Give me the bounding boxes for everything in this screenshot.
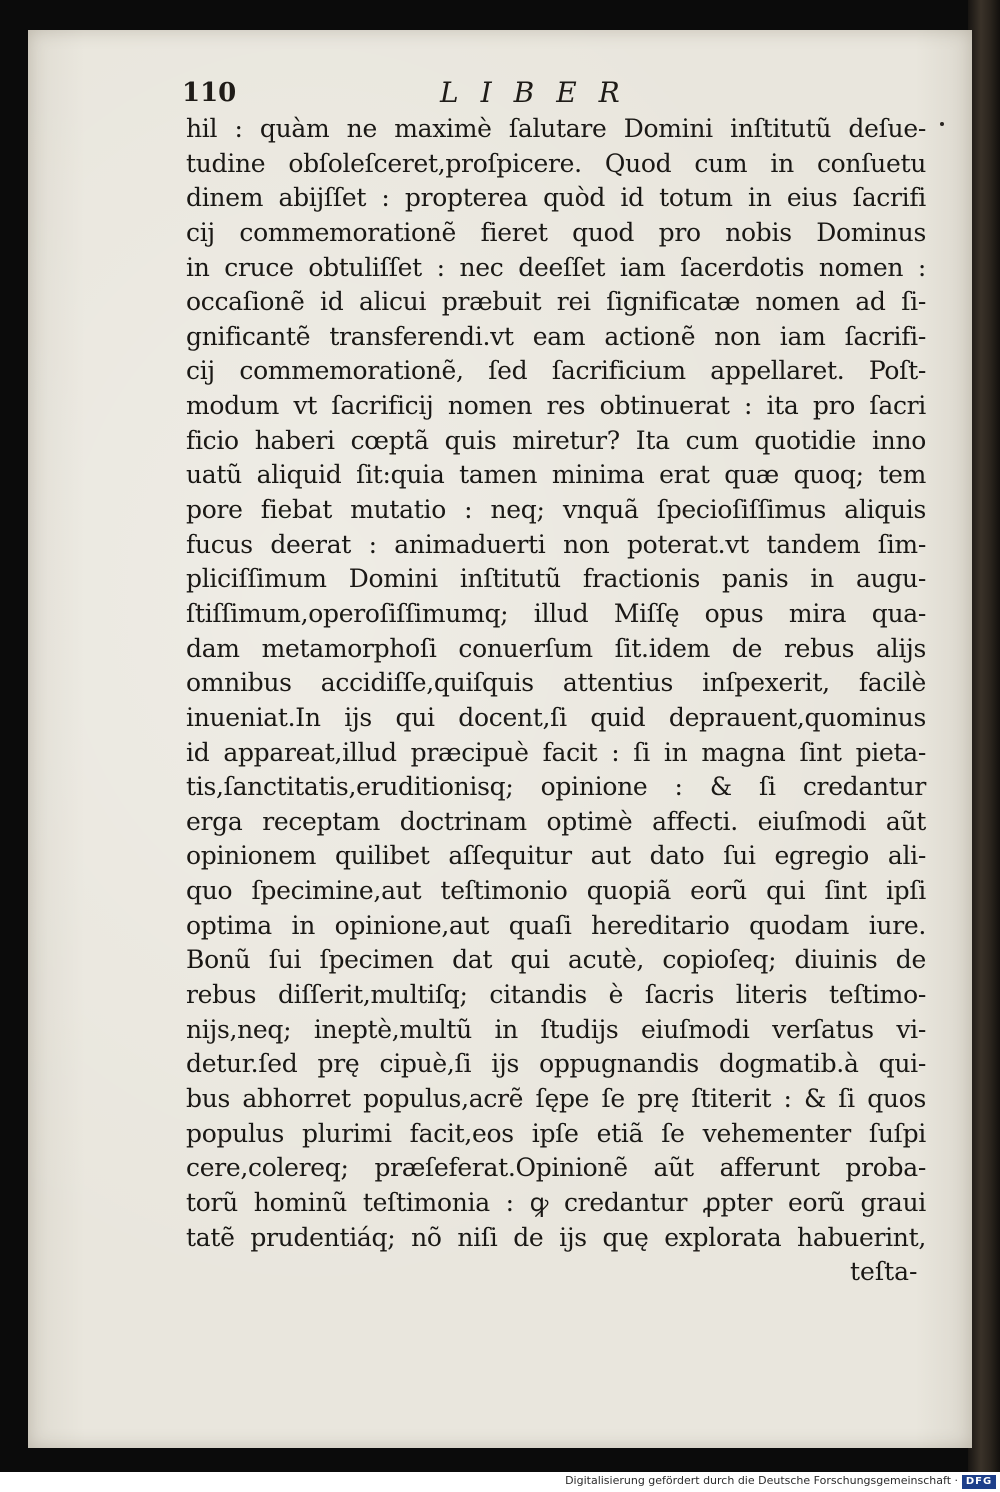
text-line: inueniat.In ijs qui docent,ſi quid deprauent,quominus xyxy=(186,702,926,732)
text-line: tudine obſoleſceret,proſpicere. Quod cum in conſuetu xyxy=(186,148,926,178)
page-number: 110 xyxy=(182,78,237,108)
text-line: rebus diſſerit,multiſq; citandis è ſacris literis teſtimo- xyxy=(186,980,926,1010)
text-line: torũ hominũ teſtimonia : ꝙ credantur ꝓpter eorũ graui xyxy=(186,1187,926,1217)
text-line: detur.ſed prę cipuè,ſi ijs oppugnandis dogmatib.à qui- xyxy=(186,1049,926,1079)
text-line: pliciſſimum Domini inſtitutũ fractionis panis in augu- xyxy=(186,564,926,594)
text-line: in cruce obtuliſſet : nec deeſſet iam ſacerdotis nomen : xyxy=(186,252,926,282)
digitization-credit: Digitalisierung gefördert durch die Deutsche Forschungsgemeinschaft · xyxy=(565,1474,958,1487)
text-line: occaſionẽ id alicui præbuit rei ſignificatæ nomen ad ſi- xyxy=(186,287,926,317)
text-line: omnibus accidiſſe,quiſquis attentius inſpexerit, facilè xyxy=(186,668,926,698)
ink-speck xyxy=(940,122,944,126)
dfg-logo: DFG xyxy=(962,1475,996,1489)
text-line: modum vt ſacrificij nomen res obtinuerat : ita pro ſacri xyxy=(186,391,926,421)
text-line: dinem abijſſet : propterea quòd id totum in eius ſacrifi xyxy=(186,183,926,213)
text-line: opinionem quilibet aſſequitur aut dato ſui egregio ali- xyxy=(186,841,926,871)
text-line: ſtiſſimum,operoſiſſimumq; illud Miſſę opus mira qua- xyxy=(186,598,926,628)
text-line: hil : quàm ne maximè ſalutare Domini inſtitutũ deſue- xyxy=(186,114,926,143)
catchword: teſta- xyxy=(850,1257,918,1286)
text-line: populus plurimi facit,eos ipſe etiã ſe vehementer ſuſpi xyxy=(186,1118,926,1148)
text-line: pore fiebat mutatio : neq; vnquã ſpecioſiſſimus aliquis xyxy=(186,495,926,525)
text-line: tatẽ prudentiáq; nõ niſi de ijs quę explorata habuerint, xyxy=(186,1222,926,1252)
text-line: nijs,neq; ineptè,multũ in ſtudijs eiuſmodi verſatus vi- xyxy=(186,1014,926,1044)
text-line: tis,ſanctitatis,eruditionisq; opinione : & ſi credantur xyxy=(186,772,926,802)
text-line: erga receptam doctrinam optimè affecti. eiuſmodi aũt xyxy=(186,806,926,836)
text-line: fucus deerat : animaduerti non poterat.vt tandem ſim- xyxy=(186,529,926,559)
text-line: cij commemorationẽ fieret quod pro nobis Dominus xyxy=(186,217,926,247)
text-line: bus abhorret populus,acrẽ ſępe ſe prę ſtiterit : & ſi quos xyxy=(186,1083,926,1113)
text-line: optima in opinione,aut quaſi hereditario quodam iure. xyxy=(186,910,926,940)
text-line: cij commemorationẽ, ſed ſacrificium appellaret. Poſt- xyxy=(186,356,926,386)
text-line: cere,colereq; præſeferat.Opinionẽ aũt afferunt proba- xyxy=(186,1153,926,1183)
body-text xyxy=(186,112,926,1255)
text-line: ficio haberi cœptã quis miretur? Ita cum quotidie inno xyxy=(186,425,926,455)
text-line: Bonũ ſui ſpecimen dat qui acutè, copioſeq; diuinis de xyxy=(186,945,926,975)
text-line: gnificantẽ transferendi.vt eam actionẽ non iam ſacrifi- xyxy=(186,321,926,351)
text-line: dam metamorphoſi conuerſum ſit.idem de rebus alijs xyxy=(186,633,926,663)
text-line: uatũ aliquid ſit:quia tamen minima erat quæ quoq; tem xyxy=(186,460,926,490)
text-line: quo ſpecimine,aut teſtimonio quopiã eorũ qui ſint ipſi xyxy=(186,876,926,906)
running-head: LIBER xyxy=(440,76,642,109)
page-edge xyxy=(968,0,1000,1472)
text-line: id appareat,illud præcipuè facit : ſi in magna ſint pieta- xyxy=(186,737,926,767)
